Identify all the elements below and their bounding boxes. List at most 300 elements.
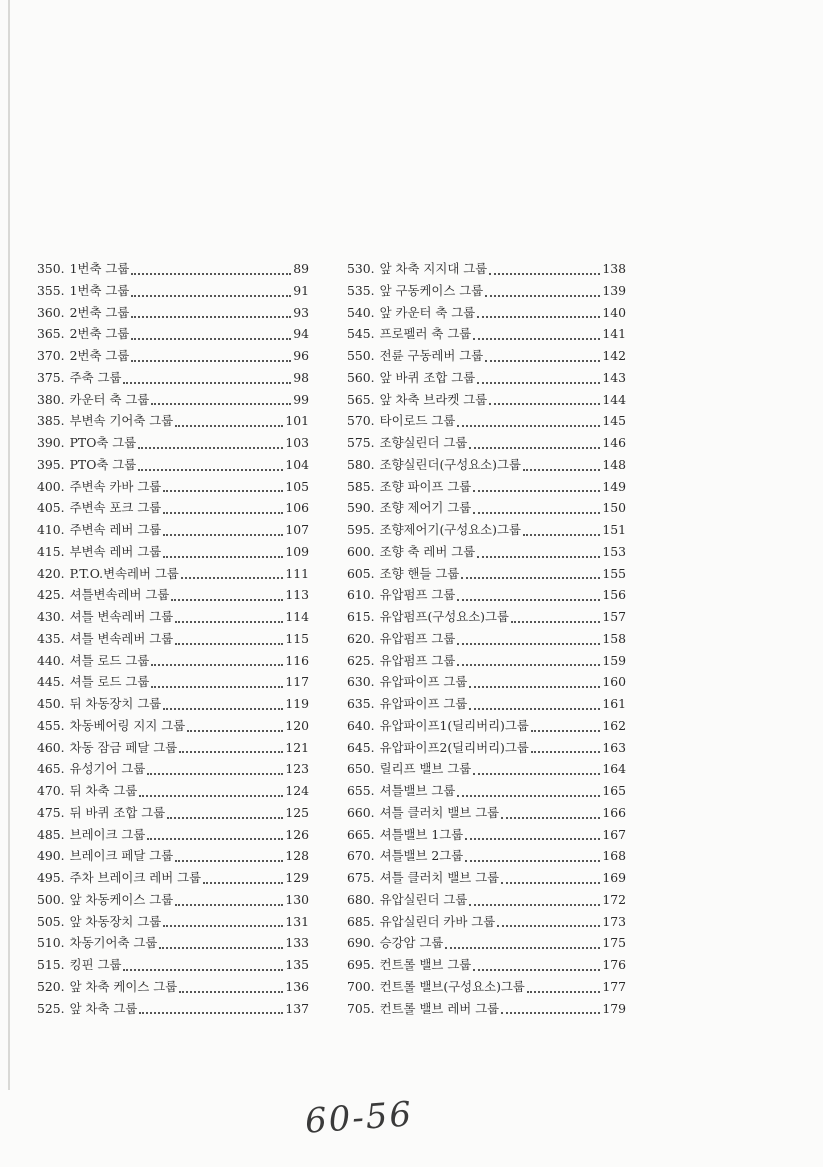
dot-leader: [123, 955, 283, 971]
entry-title: 앞 차축 브라켓 그룹: [379, 391, 488, 407]
entry-page-number: 145: [602, 413, 626, 429]
entry-title: 유압파이프 그룹: [379, 696, 468, 711]
dot-leader: [163, 476, 283, 492]
index-entry: [347, 737, 626, 759]
entry-page-number: 91: [293, 282, 309, 298]
entry-page-number: 167: [602, 826, 626, 842]
entry-title: 유압실린더 카바 그룹: [379, 913, 496, 929]
entry-page-number: 163: [602, 739, 626, 755]
entry-title: 유압파이프1(딜리버리)그룹: [379, 717, 529, 733]
dot-leader: [181, 563, 283, 579]
entry-code: 600.: [347, 543, 375, 559]
dot-leader: [131, 346, 291, 362]
dot-leader: [501, 868, 600, 884]
entry-title: 유압파이프2(딜리버리)그룹: [379, 739, 529, 755]
entry-code: 670.: [347, 848, 375, 864]
entry-page-number: 140: [602, 304, 626, 320]
entry-title: P.T.O.변속레버 그룹: [69, 565, 179, 581]
entry-page-number: 173: [602, 913, 626, 929]
entry-code: 665.: [347, 826, 375, 842]
entry-title: 조향 축 레버 그룹: [379, 543, 476, 559]
entry-code: 660.: [347, 804, 375, 820]
entry-code: 605.: [347, 565, 375, 581]
entry-title: 앞 바퀴 조합 그룹: [379, 369, 476, 385]
entry-page-number: 133: [285, 935, 309, 951]
dot-leader: [485, 346, 600, 362]
dot-leader: [477, 302, 600, 318]
dot-leader: [457, 411, 600, 427]
entry-title: 주축 그룹: [69, 369, 122, 385]
entry-code: 450.: [37, 696, 65, 711]
entry-title: 컨트롤 밸브 그룹: [379, 957, 472, 972]
entry-code: 560.: [347, 369, 375, 385]
index-entry: [347, 454, 626, 476]
entry-code: 510.: [37, 935, 65, 951]
entry-code: 430.: [37, 609, 65, 624]
entry-page-number: 101: [285, 413, 309, 429]
entry-title: 셔틀밸브 2그룹: [379, 848, 464, 864]
entry-code: 635.: [347, 696, 375, 711]
dot-leader: [477, 542, 600, 558]
dot-leader: [175, 411, 283, 427]
dot-leader: [175, 846, 283, 862]
dot-leader: [511, 607, 600, 623]
handwritten-note: 60-56: [303, 1094, 415, 1142]
entry-code: 640.: [347, 717, 375, 733]
dot-leader: [131, 259, 291, 275]
entry-page-number: 150: [602, 500, 626, 516]
index-entry: [37, 802, 309, 824]
entry-code: 550.: [347, 348, 375, 363]
index-entry: [37, 497, 309, 519]
entry-page-number: 179: [602, 1000, 626, 1016]
entry-page-number: 94: [293, 326, 309, 342]
dot-leader: [159, 933, 283, 949]
entry-code: 685.: [347, 913, 375, 929]
index-entry: [37, 715, 309, 737]
entry-page-number: 105: [285, 478, 309, 494]
entry-title: 앞 카운터 축 그룹: [379, 304, 476, 320]
index-entry: [347, 715, 626, 737]
index-entry: [37, 345, 309, 367]
dot-leader: [175, 629, 283, 645]
dot-leader: [138, 455, 283, 471]
index-entry: [347, 476, 626, 498]
entry-page-number: 176: [602, 957, 626, 972]
dot-leader: [457, 585, 600, 601]
entry-code: 385.: [37, 413, 65, 429]
dot-leader: [457, 781, 600, 797]
entry-code: 545.: [347, 326, 375, 342]
entry-title: 유압펌프 그룹: [379, 587, 456, 603]
entry-code: 700.: [347, 978, 375, 994]
index-column-right: [347, 258, 626, 1019]
entry-code: 650.: [347, 761, 375, 777]
index-entry: [37, 432, 309, 454]
entry-title: 셔틀밸브 1그룹: [379, 826, 464, 842]
entry-page-number: 149: [602, 478, 626, 494]
entry-title: 앞 차동장치 그룹: [69, 913, 162, 929]
entry-title: 프로펠러 축 그룹: [379, 326, 472, 342]
entry-page-number: 141: [602, 326, 626, 342]
entry-page-number: 131: [285, 913, 309, 929]
entry-code: 375.: [37, 369, 65, 385]
entry-title: PTO축 그룹: [69, 435, 137, 450]
entry-title: 셔틀 로드 그룹: [69, 652, 150, 668]
entry-title: 조향 핸들 그룹: [379, 565, 460, 581]
index-entry: [37, 584, 309, 606]
entry-title: 조향 제어기 그룹: [379, 500, 472, 516]
entry-title: 킹핀 그룹: [69, 957, 122, 972]
index-entry: [347, 389, 626, 411]
dot-leader: [131, 324, 291, 340]
index-entry: [347, 323, 626, 345]
index-entry: [37, 258, 309, 280]
entry-code: 390.: [37, 435, 65, 450]
entry-page-number: 125: [285, 804, 309, 820]
entry-title: 조향실린더 그룹: [379, 435, 468, 450]
entry-code: 585.: [347, 478, 375, 494]
entry-page-number: 143: [602, 369, 626, 385]
entry-code: 425.: [37, 587, 65, 603]
index-entry: [347, 780, 626, 802]
index-entry: [37, 693, 309, 715]
entry-code: 360.: [37, 304, 65, 320]
index-entry: [347, 584, 626, 606]
entry-page-number: 109: [285, 543, 309, 559]
index-entry: [37, 932, 309, 954]
entry-code: 485.: [37, 826, 65, 842]
entry-page-number: 168: [602, 848, 626, 864]
entry-page-number: 104: [285, 456, 309, 472]
entry-code: 460.: [37, 739, 65, 755]
entry-code: 475.: [37, 804, 65, 820]
entry-page-number: 136: [285, 978, 309, 994]
dot-leader: [179, 977, 283, 993]
entry-page-number: 129: [285, 870, 309, 885]
index-entry: [37, 367, 309, 389]
index-entry: [347, 432, 626, 454]
dot-leader: [457, 629, 600, 645]
entry-page-number: 121: [285, 739, 309, 755]
entry-page-number: 117: [285, 674, 309, 690]
entry-code: 620.: [347, 630, 375, 646]
entry-page-number: 162: [602, 717, 626, 733]
entry-title: 릴리프 밸브 그룹: [379, 761, 472, 777]
index-entry: [347, 519, 626, 541]
entry-page-number: 177: [602, 978, 626, 994]
index-entry: [37, 998, 309, 1020]
entry-code: 580.: [347, 456, 375, 472]
index-entry: [37, 889, 309, 911]
index-entry: [37, 389, 309, 411]
index-entry: [347, 671, 626, 693]
entry-page-number: 96: [293, 348, 309, 363]
entry-title: 셔틀 변속레버 그룹: [69, 609, 174, 624]
index-entry: [347, 693, 626, 715]
entry-title: 앞 차축 케이스 그룹: [69, 978, 178, 994]
entry-title: 뒤 바퀴 조합 그룹: [69, 804, 166, 820]
entry-page-number: 175: [602, 935, 626, 951]
entry-code: 370.: [37, 348, 65, 363]
index-entry: [37, 911, 309, 933]
dot-leader: [203, 868, 283, 884]
index-entry: [347, 998, 626, 1020]
entry-title: 셔틀 로드 그룹: [69, 674, 150, 690]
index-entry: [37, 541, 309, 563]
entry-code: 540.: [347, 304, 375, 320]
entry-page-number: 113: [285, 587, 309, 603]
entry-code: 565.: [347, 391, 375, 407]
entry-code: 515.: [37, 957, 65, 972]
entry-code: 445.: [37, 674, 65, 690]
entry-code: 365.: [37, 326, 65, 342]
entry-code: 500.: [37, 891, 65, 907]
entry-title: 유압펌프 그룹: [379, 630, 456, 646]
dot-leader: [465, 846, 600, 862]
index-entry: [347, 280, 626, 302]
entry-code: 570.: [347, 413, 375, 429]
entry-code: 440.: [37, 652, 65, 668]
entry-title: 2번축 그룹: [69, 348, 130, 363]
entry-code: 535.: [347, 282, 375, 298]
index-entry: [347, 911, 626, 933]
dot-leader: [497, 911, 600, 927]
entry-code: 610.: [347, 587, 375, 603]
dot-leader: [123, 368, 291, 384]
dot-leader: [131, 302, 291, 318]
entry-page-number: 169: [602, 870, 626, 885]
entry-title: 셔틀변속레버 그룹: [69, 587, 170, 603]
dot-leader: [527, 977, 600, 993]
entry-code: 415.: [37, 543, 65, 559]
entry-page-number: 119: [285, 696, 309, 711]
entry-code: 505.: [37, 913, 65, 929]
entry-title: 뒤 차동장치 그룹: [69, 696, 162, 711]
entry-title: 1번축 그룹: [69, 261, 130, 276]
entry-code: 525.: [37, 1000, 65, 1016]
entry-title: 앞 차동케이스 그룹: [69, 891, 174, 907]
entry-title: 유성기어 그룹: [69, 761, 146, 777]
dot-leader: [139, 781, 283, 797]
index-entry: [347, 497, 626, 519]
entry-page-number: 123: [285, 761, 309, 777]
dot-leader: [445, 933, 600, 949]
entry-title: 전륜 구동레버 그룹: [379, 348, 484, 363]
index-entry: [37, 867, 309, 889]
entry-page-number: 161: [602, 696, 626, 711]
entry-title: 유압펌프 그룹: [379, 652, 456, 668]
dot-leader: [138, 433, 283, 449]
dot-leader: [163, 542, 283, 558]
index-entry: [37, 563, 309, 585]
entry-title: 주변속 레버 그룹: [69, 522, 162, 537]
dot-leader: [147, 759, 283, 775]
index-entry: [347, 650, 626, 672]
entry-page-number: 151: [602, 522, 626, 537]
entry-code: 395.: [37, 456, 65, 472]
entry-code: 470.: [37, 783, 65, 798]
entry-code: 405.: [37, 500, 65, 516]
entry-page-number: 116: [285, 652, 309, 668]
entry-title: 브레이크 페달 그룹: [69, 848, 174, 864]
entry-code: 355.: [37, 282, 65, 298]
entry-code: 420.: [37, 565, 65, 581]
index-entry: [37, 650, 309, 672]
entry-code: 690.: [347, 935, 375, 951]
index-entry: [347, 606, 626, 628]
entry-code: 495.: [37, 870, 65, 885]
entry-code: 630.: [347, 674, 375, 690]
entry-title: 유압펌프(구성요소)그룹: [379, 609, 509, 624]
entry-title: 셔틀 클러치 밸브 그룹: [379, 804, 500, 820]
entry-page-number: 130: [285, 891, 309, 907]
entry-code: 410.: [37, 522, 65, 537]
index-entry: [347, 889, 626, 911]
entry-title: 셔틀 클러치 밸브 그룹: [379, 870, 500, 885]
index-entry: [347, 954, 626, 976]
dot-leader: [167, 803, 283, 819]
entry-code: 455.: [37, 717, 65, 733]
index-entry: [37, 758, 309, 780]
dot-leader: [163, 498, 283, 514]
index-entry: [37, 628, 309, 650]
dot-leader: [187, 716, 283, 732]
dot-leader: [163, 694, 283, 710]
entry-page-number: 107: [285, 522, 309, 537]
dot-leader: [489, 389, 600, 405]
index-entry: [347, 976, 626, 998]
entry-page-number: 159: [602, 652, 626, 668]
entry-code: 695.: [347, 957, 375, 972]
entry-title: 유압파이프 그룹: [379, 674, 468, 690]
index-entry: [37, 780, 309, 802]
entry-page-number: 103: [285, 435, 309, 450]
entry-title: 유압실린더 그룹: [379, 891, 468, 907]
dot-leader: [131, 281, 291, 297]
entry-code: 520.: [37, 978, 65, 994]
entry-page-number: 124: [285, 783, 309, 798]
entry-page-number: 155: [602, 565, 626, 581]
entry-code: 400.: [37, 478, 65, 494]
dot-leader: [151, 672, 283, 688]
index-entry: [37, 323, 309, 345]
index-entry: [347, 345, 626, 367]
entry-title: 부변속 기어축 그룹: [69, 413, 174, 429]
entry-title: 앞 차축 지지대 그룹: [379, 261, 488, 276]
entry-code: 645.: [347, 739, 375, 755]
entry-title: PTO축 그룹: [69, 456, 137, 472]
entry-title: 2번축 그룹: [69, 326, 130, 342]
entry-code: 530.: [347, 261, 375, 276]
entry-code: 675.: [347, 870, 375, 885]
entry-code: 350.: [37, 261, 65, 276]
entry-page-number: 138: [602, 261, 626, 276]
index-entry: [347, 867, 626, 889]
entry-title: 컨트롤 밸브(구성요소)그룹: [379, 978, 525, 994]
entry-page-number: 99: [293, 391, 309, 407]
entry-page-number: 156: [602, 587, 626, 603]
entry-page-number: 166: [602, 804, 626, 820]
dot-leader: [473, 476, 600, 492]
index-entry: [347, 410, 626, 432]
dot-leader: [501, 998, 600, 1014]
entry-title: 부변속 레버 그룹: [69, 543, 162, 559]
entry-page-number: 148: [602, 456, 626, 472]
index-entry: [347, 802, 626, 824]
entry-title: 승강암 그룹: [379, 935, 444, 951]
dot-leader: [523, 455, 600, 471]
entry-code: 575.: [347, 435, 375, 450]
entry-page-number: 111: [285, 565, 309, 581]
dot-leader: [531, 737, 601, 753]
entry-title: 카운터 축 그룹: [69, 391, 150, 407]
dot-leader: [469, 672, 600, 688]
page-edge-line: [8, 0, 10, 1090]
entry-code: 435.: [37, 630, 65, 646]
dot-leader: [477, 368, 600, 384]
entry-code: 590.: [347, 500, 375, 516]
entry-page-number: 135: [285, 957, 309, 972]
dot-leader: [151, 650, 283, 666]
entry-title: 조향실린더(구성요소)그룹: [379, 456, 521, 472]
entry-title: 브레이크 그룹: [69, 826, 146, 842]
index-entry: [37, 845, 309, 867]
dot-leader: [147, 824, 283, 840]
entry-code: 705.: [347, 1000, 375, 1016]
entry-page-number: 106: [285, 500, 309, 516]
entry-page-number: 157: [602, 609, 626, 624]
entry-page-number: 158: [602, 630, 626, 646]
entry-code: 655.: [347, 783, 375, 798]
entry-page-number: 144: [602, 391, 626, 407]
entry-page-number: 126: [285, 826, 309, 842]
dot-leader: [531, 716, 601, 732]
entry-title: 주변속 카바 그룹: [69, 478, 162, 494]
entry-title: 차동베어링 지지 그룹: [69, 717, 186, 733]
entry-page-number: 89: [293, 261, 309, 276]
index-entry: [347, 367, 626, 389]
index-entry: [37, 976, 309, 998]
dot-leader: [461, 563, 600, 579]
entry-page-number: 137: [285, 1000, 309, 1016]
entry-code: 680.: [347, 891, 375, 907]
entry-title: 타이로드 그룹: [379, 413, 456, 429]
dot-leader: [163, 911, 283, 927]
dot-leader: [523, 520, 600, 536]
dot-leader: [151, 389, 291, 405]
index-entry: [347, 541, 626, 563]
entry-title: 2번축 그룹: [69, 304, 130, 320]
dot-leader: [469, 694, 600, 710]
entry-code: 465.: [37, 761, 65, 777]
entry-page-number: 153: [602, 543, 626, 559]
entry-title: 컨트롤 밸브 레버 그룹: [379, 1000, 500, 1016]
dot-leader: [175, 607, 283, 623]
dot-leader: [489, 259, 600, 275]
dot-leader: [179, 737, 283, 753]
entry-title: 셔틀 변속레버 그룹: [69, 630, 174, 646]
dot-leader: [501, 803, 600, 819]
entry-title: 앞 차축 그룹: [69, 1000, 138, 1016]
entry-page-number: 114: [285, 609, 309, 624]
entry-page-number: 142: [602, 348, 626, 363]
entry-page-number: 164: [602, 761, 626, 777]
index-entry: [347, 845, 626, 867]
dot-leader: [469, 890, 600, 906]
entry-page-number: 120: [285, 717, 309, 733]
index-entry: [37, 606, 309, 628]
